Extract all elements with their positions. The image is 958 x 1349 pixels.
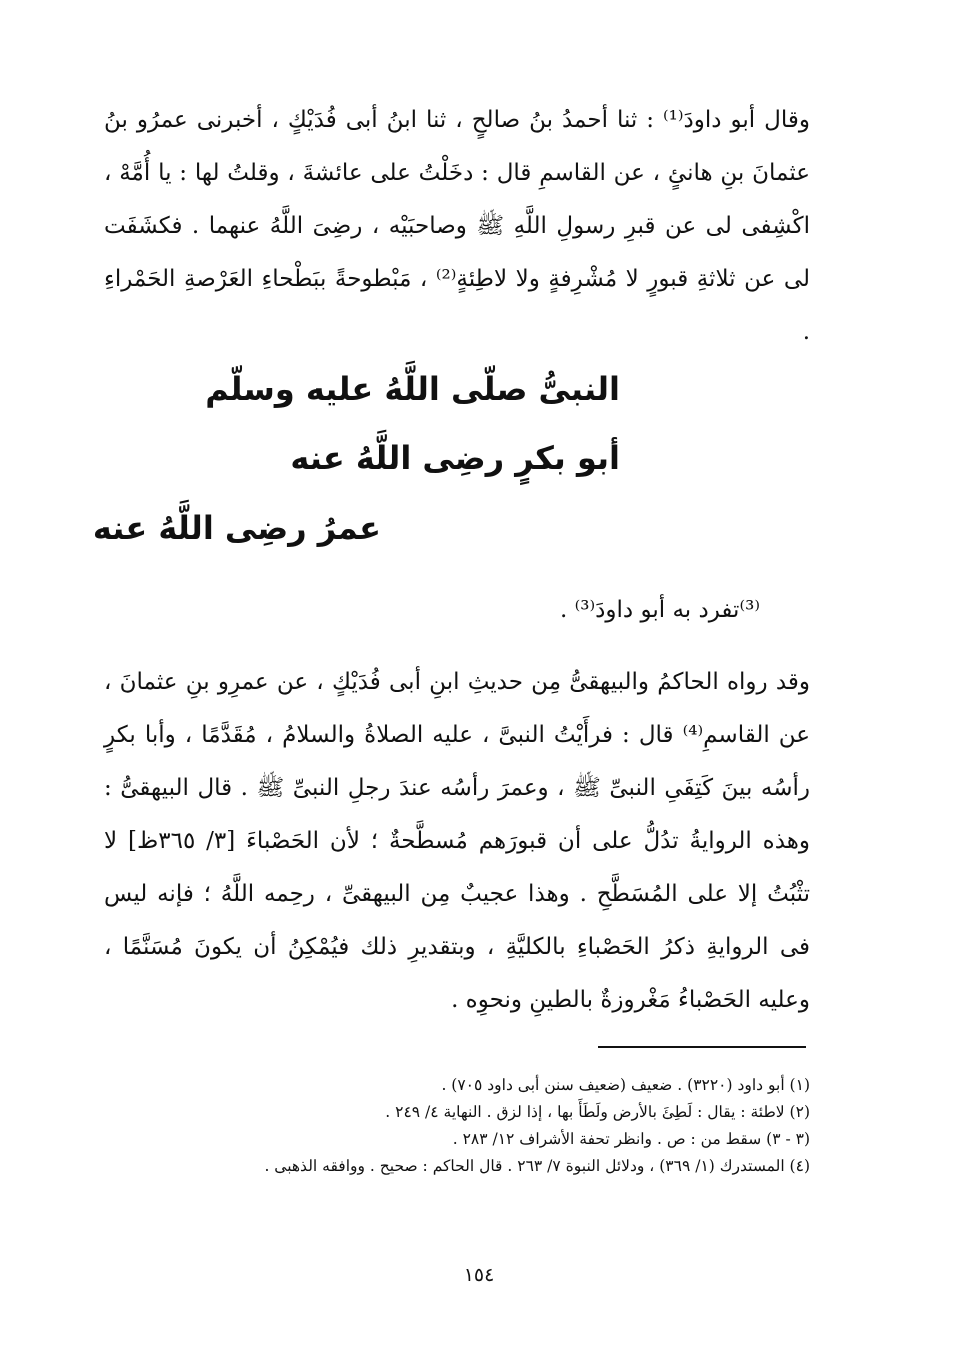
page-number: ١٥٤ [463,1264,495,1286]
footnote-separator [598,1046,806,1048]
paragraph-abu-dawud-narration: وقال أبو داودَ⁽¹⁾ : ثنا أحمدُ بنُ صالحٍ ، ثنا ابنُ أبى فُدَيْكٍ ، أخبرنى عمرُو بنُ عثمانَ بنِ هانئٍ ، عن القاسمِ قال : دخَلْتُ على عائشةَ ، وقلتُ لها : يا أُمَّهْ ، اكْشِفى لى عن قبرِ رسولِ اللَّهِ ﷺ وصاحبَيْه ، رضِىَ اللَّهُ عنهما . فكشَفَت لى عن ثلاثةِ قبورٍ لا مُشْرِفةٍ ولا لاطِئةٍ⁽²⁾ ، مَبْطوحةً ببَطْحاءِ العَرْصةِ الحَمْراءِ . [104,107,810,345]
heading-umar: عمرُ رضِى اللَّهُ عنه [92,509,381,547]
heading-abu-bakr: أبو بكرٍ رضِى اللَّهُ عنه [290,439,620,477]
heading-prophet: النبىُّ صلّى اللَّهُ عليه وسلّم [205,370,620,408]
footnote-4: (٤) المستدرك (١/ ٣٦٩) ، ودلائل النبوة ٧/ ٢٦٣ . قال الحاكم : صحيح . ووافقه الذهبى . [264,1157,810,1175]
paragraph-hakim-bayhaqi: وقد رواه الحاكمُ والبيهقىُّ مِن حديثِ ابنِ أبى فُدَيْكٍ ، عن عمرِو بنِ عثمانَ ، عن القاسمِ⁽⁴⁾ قال : فرأَيْتُ النبىَّ ، عليه الصلاةُ والسلامُ ، مُقَدَّمًا ، وأبا بكرٍ رأسُه بينَ كَتِفَىِ النبىِّ ﷺ ، وعمرَ رأسُه عندَ رجلِ النبىِّ ﷺ . قال البيهقىُّ : وهذه الروايةُ تدُلُّ على أن قبورَهم مُسطَّحةٌ ؛ لأن الحَصْباءَ [٣/ ٣٦٥ظ] لا تثْبُتُ إلا على المُسَطَّحِ . وهذا عجيبٌ مِن البيهقىِّ ، رحِمه اللَّهُ ؛ فإنه ليس فى الروايةِ ذكرُ الحَصْباءِ بالكليَّةِ ، وبتقديرِ ذلك فيُمْكِنُ أن يكونَ مُسَنَّمًا ، وعليه الحَصْباءُ مَغْروزةٌ بالطينِ ونحوِه . [104,669,811,1013]
footnote-3: (٣ - ٣) سقط من : ص . وانظر تحفة الأشراف ١٢/ ٢٨٣ . [452,1130,810,1148]
note-tafarrud: ⁽³⁾تفرد به أبو داودَ⁽³⁾ . [560,597,760,623]
footnote-2: (٢) لاطئة : يقال : لَطِئَ بالأرض ولَطَأَ بها ، إذا لزق . النهاية ٤/ ٢٤٩ . [385,1103,810,1121]
footnote-1: (١) أبو داود (٣٢٢٠) . ضعيف (ضعيف سنن أبى داود ٧٠٥) . [441,1076,810,1094]
footnotes-list [110,1072,810,1180]
